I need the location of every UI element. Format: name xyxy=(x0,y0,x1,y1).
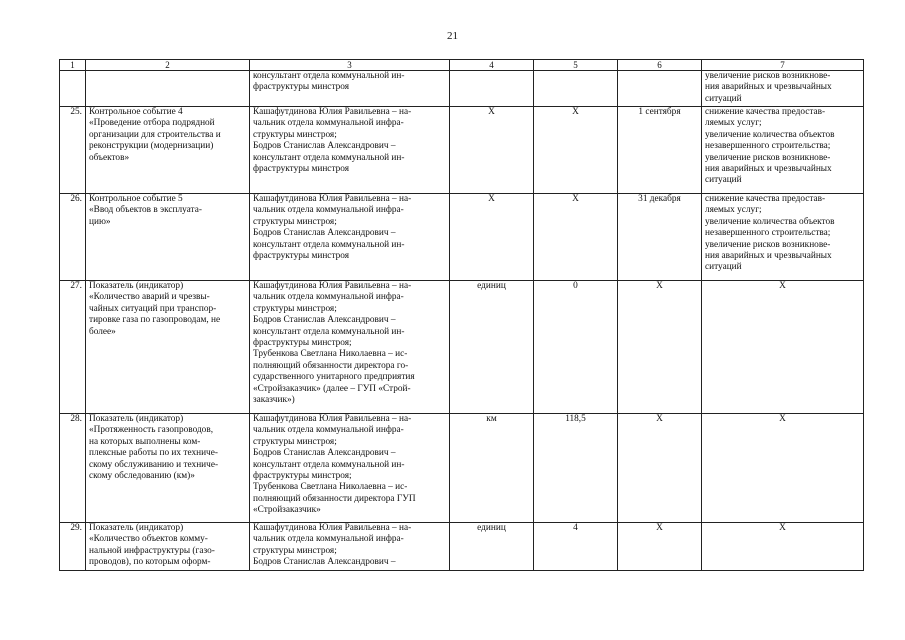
row-responsible: Кашафутдинова Юлия Равильевна – на- чальник отдела коммунальной инфра- структуры минстроя; Бодров Станислав Александрович – консультант отдела коммунальной ин- фраструктуры минстроя xyxy=(250,107,450,194)
header-cell: 7 xyxy=(702,60,864,71)
row-number: 29. xyxy=(60,523,86,571)
row-risks: X xyxy=(702,414,864,523)
row-number: 25. xyxy=(60,107,86,194)
row-name: Контрольное событие 4 «Проведение отбора подрядной организации для строительства и реконструкции (модернизации) объектов» xyxy=(86,107,250,194)
header-cell: 5 xyxy=(534,60,618,71)
row-deadline: X xyxy=(618,281,702,414)
row-risks: снижение качества предостав- ляемых услуг; увеличение количества объектов незавершенного строительства; увеличение рисков возникнове- ния аварийных и чрезвычайных ситуаций xyxy=(702,107,864,194)
header-cell: 2 xyxy=(86,60,250,71)
row-deadline: 1 сентября xyxy=(618,107,702,194)
row-unit xyxy=(450,71,534,107)
header-cell: 4 xyxy=(450,60,534,71)
row-value xyxy=(534,71,618,107)
row-value: X xyxy=(534,107,618,194)
row-deadline: X xyxy=(618,523,702,571)
measures-table xyxy=(59,59,864,571)
row-value: X xyxy=(534,194,618,281)
row-responsible: Кашафутдинова Юлия Равильевна – на- чальник отдела коммунальной инфра- структуры минстроя; Бодров Станислав Александрович – xyxy=(250,523,450,571)
row-number: 27. xyxy=(60,281,86,414)
row-responsible: Кашафутдинова Юлия Равильевна – на- чальник отдела коммунальной инфра- структуры минстроя; Бодров Станислав Александрович – консультант отдела коммунальной ин- фраструктуры минстроя xyxy=(250,194,450,281)
row-name: Контрольное событие 5 «Ввод объектов в эксплуата- цию» xyxy=(86,194,250,281)
row-responsible: консультант отдела коммунальной ин- фраструктуры минстроя xyxy=(250,71,450,107)
row-deadline: X xyxy=(618,414,702,523)
table-row xyxy=(60,523,864,571)
row-unit: единиц xyxy=(450,281,534,414)
row-name: Показатель (индикатор) «Количество объектов комму- нальной инфраструктуры (газо- проводов), по которым оформ- xyxy=(86,523,250,571)
row-risks: X xyxy=(702,523,864,571)
row-name: Показатель (индикатор) «Количество аварий и чрезвы- чайных ситуаций при транспор- тировке газа по газопроводам, не более» xyxy=(86,281,250,414)
header-cell: 6 xyxy=(618,60,702,71)
row-risks: X xyxy=(702,281,864,414)
table-header-row xyxy=(60,60,864,71)
header-cell: 1 xyxy=(60,60,86,71)
row-deadline xyxy=(618,71,702,107)
header-cell: 3 xyxy=(250,60,450,71)
row-unit: X xyxy=(450,194,534,281)
row-number xyxy=(60,71,86,107)
row-value: 4 xyxy=(534,523,618,571)
table-row xyxy=(60,414,864,523)
table-row xyxy=(60,281,864,414)
table-row xyxy=(60,194,864,281)
table-row xyxy=(60,107,864,194)
row-value: 118,5 xyxy=(534,414,618,523)
row-risks: увеличение рисков возникнове- ния аварийных и чрезвычайных ситуаций xyxy=(702,71,864,107)
table-row xyxy=(60,71,864,107)
row-name xyxy=(86,71,250,107)
row-responsible: Кашафутдинова Юлия Равильевна – на- чальник отдела коммунальной инфра- структуры минстроя; Бодров Станислав Александрович – консультант отдела коммунальной ин- фраструктуры минстроя; Трубенкова Светлана Николаевна – ис- полняющий обязанности директора ГУП «Стройзаказчик» xyxy=(250,414,450,523)
row-deadline: 31 декабря xyxy=(618,194,702,281)
row-number: 26. xyxy=(60,194,86,281)
row-unit: единиц xyxy=(450,523,534,571)
page-number: 21 xyxy=(447,30,458,42)
row-number: 28. xyxy=(60,414,86,523)
row-value: 0 xyxy=(534,281,618,414)
row-risks: снижение качества предостав- ляемых услуг; увеличение количества объектов незавершенного строительства; увеличение рисков возникнове- ния аварийных и чрезвычайных ситуаций xyxy=(702,194,864,281)
row-name: Показатель (индикатор) «Протяженность газопроводов, на которых выполнены ком- плексные работы по их техниче- скому обслуживанию и техниче- скому обследованию (км)» xyxy=(86,414,250,523)
row-unit: X xyxy=(450,107,534,194)
row-unit: км xyxy=(450,414,534,523)
row-responsible: Кашафутдинова Юлия Равильевна – на- чальник отдела коммунальной инфра- структуры минстроя; Бодров Станислав Александрович – консультант отдела коммунальной ин- фраструктуры минстроя; Трубенкова Светлана Николаевна – ис- полняющий обязанности директора го- сударственного унитарного предприятия «Стройзаказчик» (далее – ГУП «Строй- заказчик») xyxy=(250,281,450,414)
